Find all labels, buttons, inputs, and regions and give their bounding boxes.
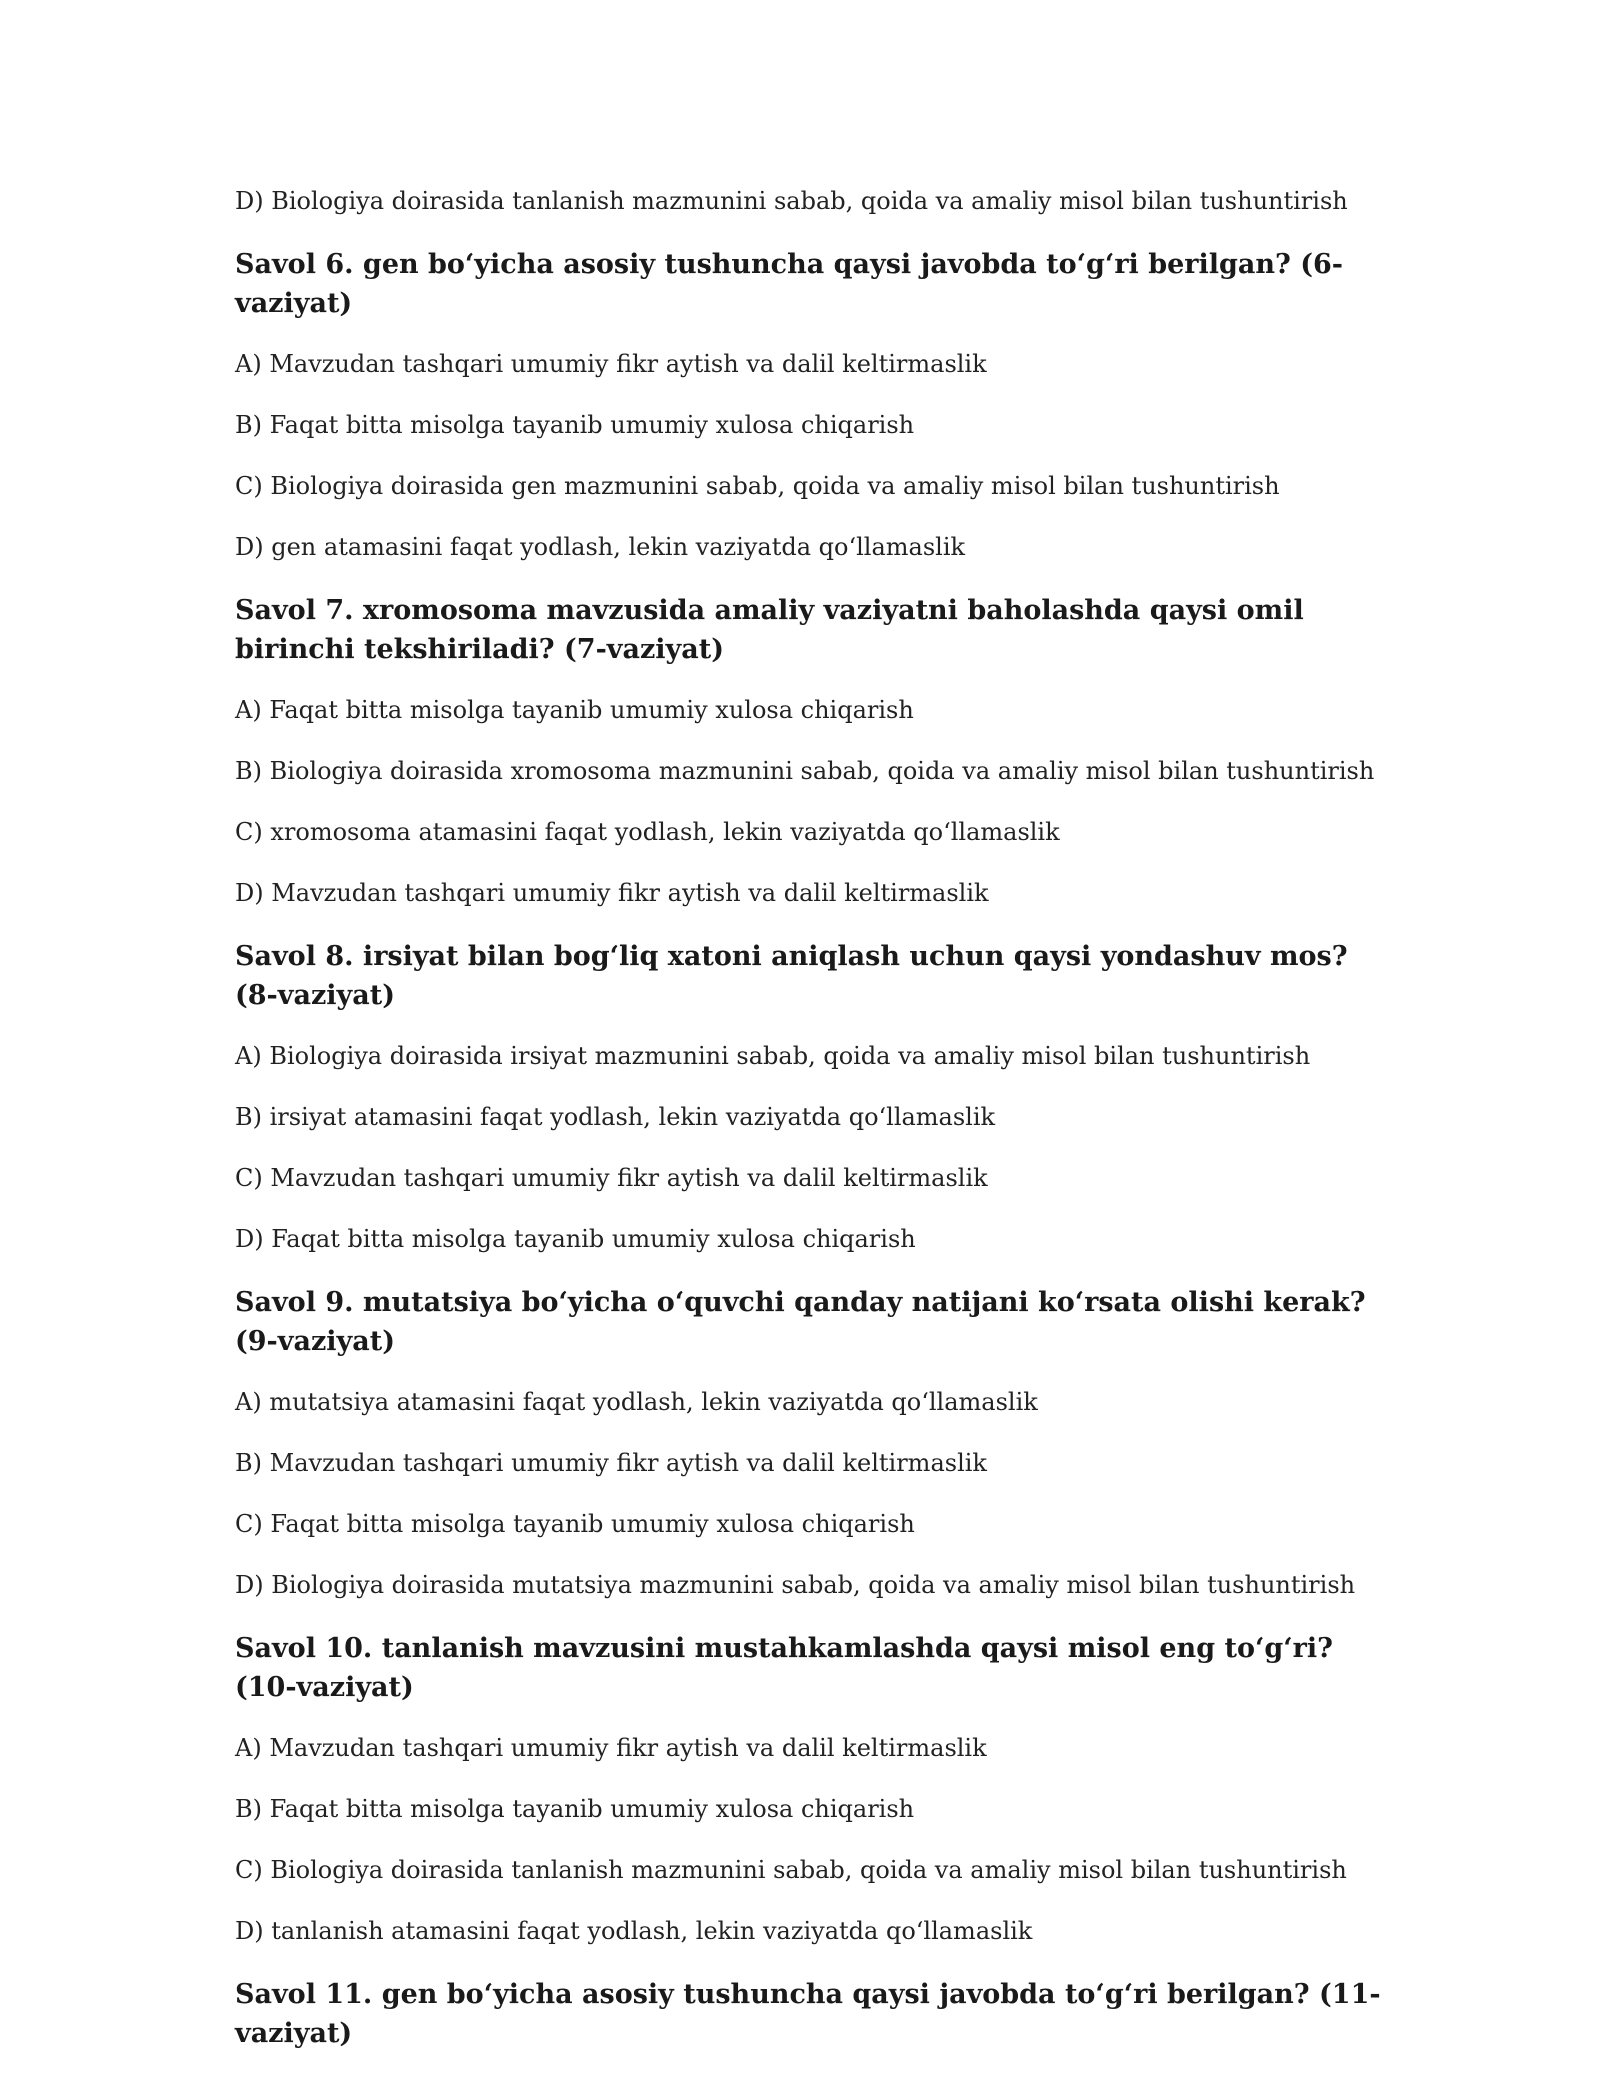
answer-option: D) Biologiya doirasida tanlanish mazmunini sabab, qoida va amaliy misol bilan tushuntirish (235, 187, 1348, 215)
answer-option: C) Faqat bitta misolga tayanib umumiy xulosa chiqarish (235, 1510, 915, 1538)
answer-option: B) Faqat bitta misolga tayanib umumiy xulosa chiqarish (235, 411, 915, 439)
answer-option: D) gen atamasini faqat yodlash, lekin vaziyatda qo‘llamaslik (235, 533, 966, 561)
question-8 (235, 937, 1385, 1256)
question-title: Savol 6. gen bo‘yicha asosiy tushuncha qaysi javobda to‘g‘ri berilgan? (6-vaziyat) (235, 249, 1343, 319)
question-title: Savol 9. mutatsiya bo‘yicha o‘quvchi qanday natijani ko‘rsata olishi kerak? (9-vaziyat) (235, 1287, 1366, 1357)
answer-option: A) Mavzudan tashqari umumiy fikr aytish va dalil keltirmaslik (235, 350, 987, 378)
question-7 (235, 591, 1385, 910)
document-page (235, 184, 1385, 2077)
question-title: Savol 10. tanlanish mavzusini mustahkamlashda qaysi misol eng to‘g‘ri? (10-vaziyat) (235, 1633, 1333, 1703)
answer-option: D) Faqat bitta misolga tayanib umumiy xulosa chiqarish (235, 1225, 916, 1253)
answer-option: C) xromosoma atamasini faqat yodlash, lekin vaziyatda qo‘llamaslik (235, 818, 1060, 846)
answer-option: D) Mavzudan tashqari umumiy fikr aytish va dalil keltirmaslik (235, 879, 989, 907)
answer-option: B) Biologiya doirasida xromosoma mazmunini sabab, qoida va amaliy misol bilan tushuntirish (235, 757, 1375, 785)
answer-option: A) Faqat bitta misolga tayanib umumiy xulosa chiqarish (235, 696, 914, 724)
answer-option: A) Biologiya doirasida irsiyat mazmunini sabab, qoida va amaliy misol bilan tushuntirish (235, 1042, 1311, 1070)
question-11 (235, 1975, 1385, 2053)
question-title: Savol 8. irsiyat bilan bog‘liq xatoni aniqlash uchun qaysi yondashuv mos? (8-vaziyat) (235, 941, 1348, 1011)
answer-option: B) Faqat bitta misolga tayanib umumiy xulosa chiqarish (235, 1795, 915, 1823)
question-9 (235, 1283, 1385, 1602)
answer-option: C) Biologiya doirasida gen mazmunini sabab, qoida va amaliy misol bilan tushuntirish (235, 472, 1280, 500)
answer-option: A) Mavzudan tashqari umumiy fikr aytish va dalil keltirmaslik (235, 1734, 987, 1762)
answer-option: B) Mavzudan tashqari umumiy fikr aytish va dalil keltirmaslik (235, 1449, 987, 1477)
question-title: Savol 7. xromosoma mavzusida amaliy vaziyatni baholashda qaysi omil birinchi tekshiriladi? (7-vaziyat) (235, 595, 1304, 665)
question-10 (235, 1629, 1385, 1948)
answer-option: D) Biologiya doirasida mutatsiya mazmunini sabab, qoida va amaliy misol bilan tushuntirish (235, 1571, 1356, 1599)
answer-option: D) tanlanish atamasini faqat yodlash, lekin vaziyatda qo‘llamaslik (235, 1917, 1033, 1945)
answer-option: A) mutatsiya atamasini faqat yodlash, lekin vaziyatda qo‘llamaslik (235, 1388, 1038, 1416)
question-6 (235, 245, 1385, 564)
answer-option: B) irsiyat atamasini faqat yodlash, lekin vaziyatda qo‘llamaslik (235, 1103, 996, 1131)
answer-option: C) Mavzudan tashqari umumiy fikr aytish va dalil keltirmaslik (235, 1164, 988, 1192)
question-title: Savol 11. gen bo‘yicha asosiy tushuncha qaysi javobda to‘g‘ri berilgan? (11-vaziyat) (235, 1979, 1381, 2049)
answer-option: C) Biologiya doirasida tanlanish mazmunini sabab, qoida va amaliy misol bilan tushuntirish (235, 1856, 1347, 1884)
